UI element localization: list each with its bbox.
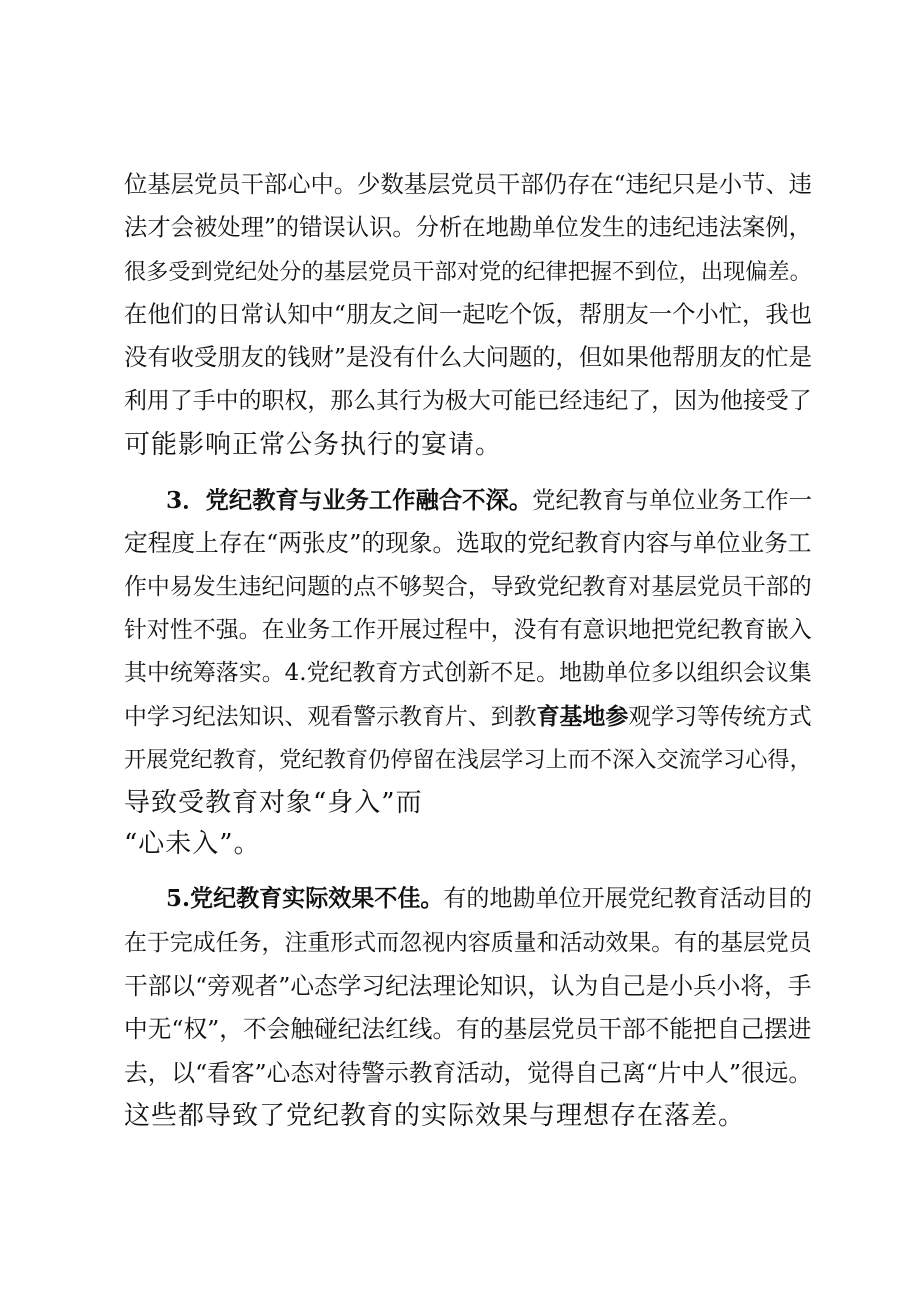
paragraph-3-line-6: 这些都导致了党纪教育的实际效果与理想存在落差。	[124, 1101, 746, 1131]
paragraph-3-line-2: 在于完成任务，注重形式而忽视内容质量和活动效果。有的基层党员	[124, 930, 812, 956]
paragraph-1-line-4: 在他们的日常认知中“朋友之间一起吃个饭，帮朋友一个小忙，我也	[124, 301, 812, 328]
paragraph-2-line-9: “心未入”。	[124, 829, 261, 859]
paragraph-1-line-1: 位基层党员干部心中。少数基层党员干部仍存在“违纪只是小节、违	[124, 171, 812, 198]
paragraph-3-line-4: 中无“权”，不会触碰纪法红线。有的基层党员干部不能把自己摆进	[124, 1015, 812, 1043]
paragraph-2-line-2: 定程度上存在“两张皮”的现象。选取的党纪教育内容与单位业务工	[124, 529, 812, 557]
paragraph-2-line-6	[124, 701, 812, 733]
paragraph-2-line-5: 其中统筹落实。4.党纪教育方式创新不足。地勘单位多以组织会议集	[124, 660, 812, 686]
paragraph-2-line-1	[166, 484, 812, 516]
paragraph-2-line-6-bold-text: 育基地参	[536, 703, 629, 730]
paragraph-2-line-6-text-a: 中学习纪法知识、观看警示教育片、到教	[124, 704, 537, 730]
paragraph-2-line-6-text-b: 观学习等传统方式	[628, 704, 812, 730]
paragraph-1-line-6: 利用了手中的职权，那么其行为极大可能已经违纪了，因为他接受了	[124, 388, 812, 414]
paragraph-3-heading: 5.党纪教育实际效果不佳。	[166, 885, 444, 912]
paragraph-3-line-1-text: 有的地勘单位开展党纪教育活动目的	[443, 886, 812, 912]
paragraph-1-line-2: 法才会被处理”的错误认识。分析在地勘单位发生的违纪违法案例，	[124, 214, 812, 241]
paragraph-2-line-8: 导致受教育对象“身入”而	[124, 788, 423, 818]
paragraph-1-line-3: 很多受到党纪处分的基层党员干部对党的纪律把握不到位，出现偏差。	[124, 259, 812, 285]
paragraph-1-line-5: 没有收受朋友的钱财”是没有什么大问题的，但如果他帮朋友的忙是	[124, 344, 812, 371]
paragraph-3-line-3: 干部以“旁观者”心态学习纪法理论知识，认为自己是小兵小将，手	[124, 972, 812, 1000]
paragraph-2-line-4: 针对性不强。在业务工作开展过程中，没有有意识地把党纪教育嵌入	[124, 617, 812, 643]
paragraph-3-line-5: 去，以“看客”心态对待警示教育活动，觉得自己离“片中人”很远。	[124, 1059, 813, 1087]
paragraph-2-line-1-text: 党纪教育与单位业务工作一	[532, 486, 813, 514]
paragraph-3-line-1	[166, 883, 812, 915]
paragraph-1-line-7: 可能影响正常公务执行的宴请。	[124, 430, 503, 460]
paragraph-2-heading: 3．党纪教育与业务工作融合不深。	[166, 486, 533, 514]
paragraph-2-line-7: 开展党纪教育，党纪教育仍停留在浅层学习上而不深入交流学习心得，	[124, 747, 812, 773]
paragraph-2-line-3: 作中易发生违纪问题的点不够契合，导致党纪教育对基层党员干部的	[124, 574, 812, 600]
